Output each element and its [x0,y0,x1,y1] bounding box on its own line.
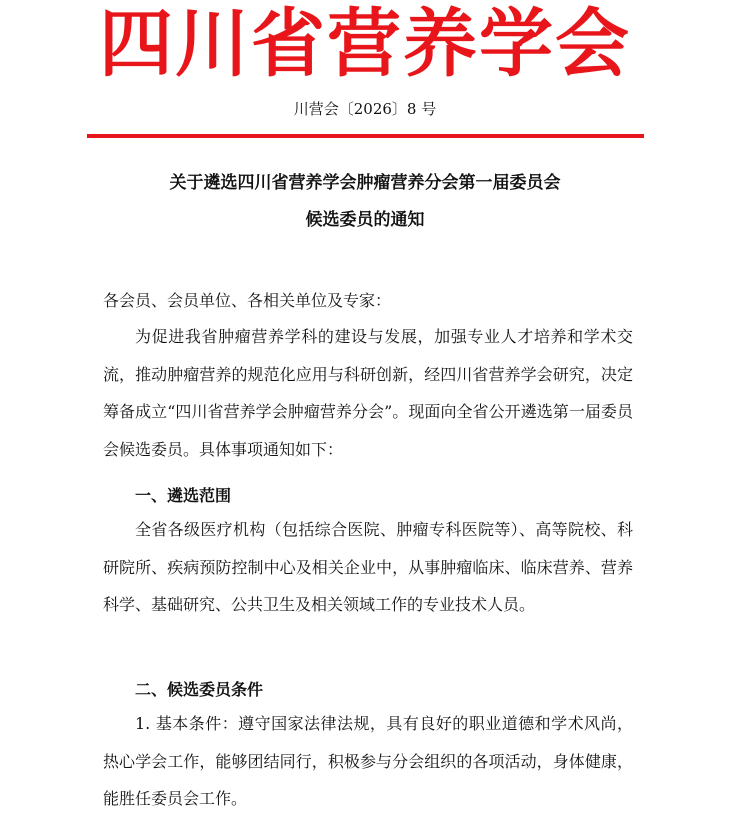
scope-paragraph: 全省各级医疗机构（包括综合医院、肿瘤专科医院等）、高等院校、科研院所、疾病预防控制中心及相关企业中，从事肿瘤临床、临床营养、营养科学、基础研究、公共卫生及相关领域工作的专业技术人员。 [103,520,633,615]
basic-conditions-paragraph: 1. 基本条件：遵守国家法律法规，具有良好的职业道德和学术风尚，热心学会工作，能够团结同行，积极参与分会组织的各项活动，身体健康，能胜任委员会工作。 [103,714,633,809]
section-heading-conditions: 二、候选委员条件 [135,680,264,699]
organization-masthead: 四川省营养学会 [99,1,631,87]
intro-paragraph: 为促进我省肿瘤营养学科的建设与发展，加强专业人才培养和学术交流，推动肿瘤营养的规范化应用与科研创新，经四川省营养学会研究，决定筹备成立“四川省营养学会肿瘤营养分会”。现面向全省公开遴选第一届委员会候选委员。具体事项通知如下： [103,327,633,460]
salutation: 各会员、会员单位、各相关单位及专家： [103,291,392,310]
notice-title-line-1: 关于遴选四川省营养学会肿瘤营养分会第一届委员会 [169,173,561,193]
section-heading-scope: 一、遴选范围 [135,486,232,505]
document-number: 川营会〔2026〕8 号 [293,100,437,118]
notice-title-line-2: 候选委员的通知 [305,210,425,230]
red-divider-line [87,134,644,138]
